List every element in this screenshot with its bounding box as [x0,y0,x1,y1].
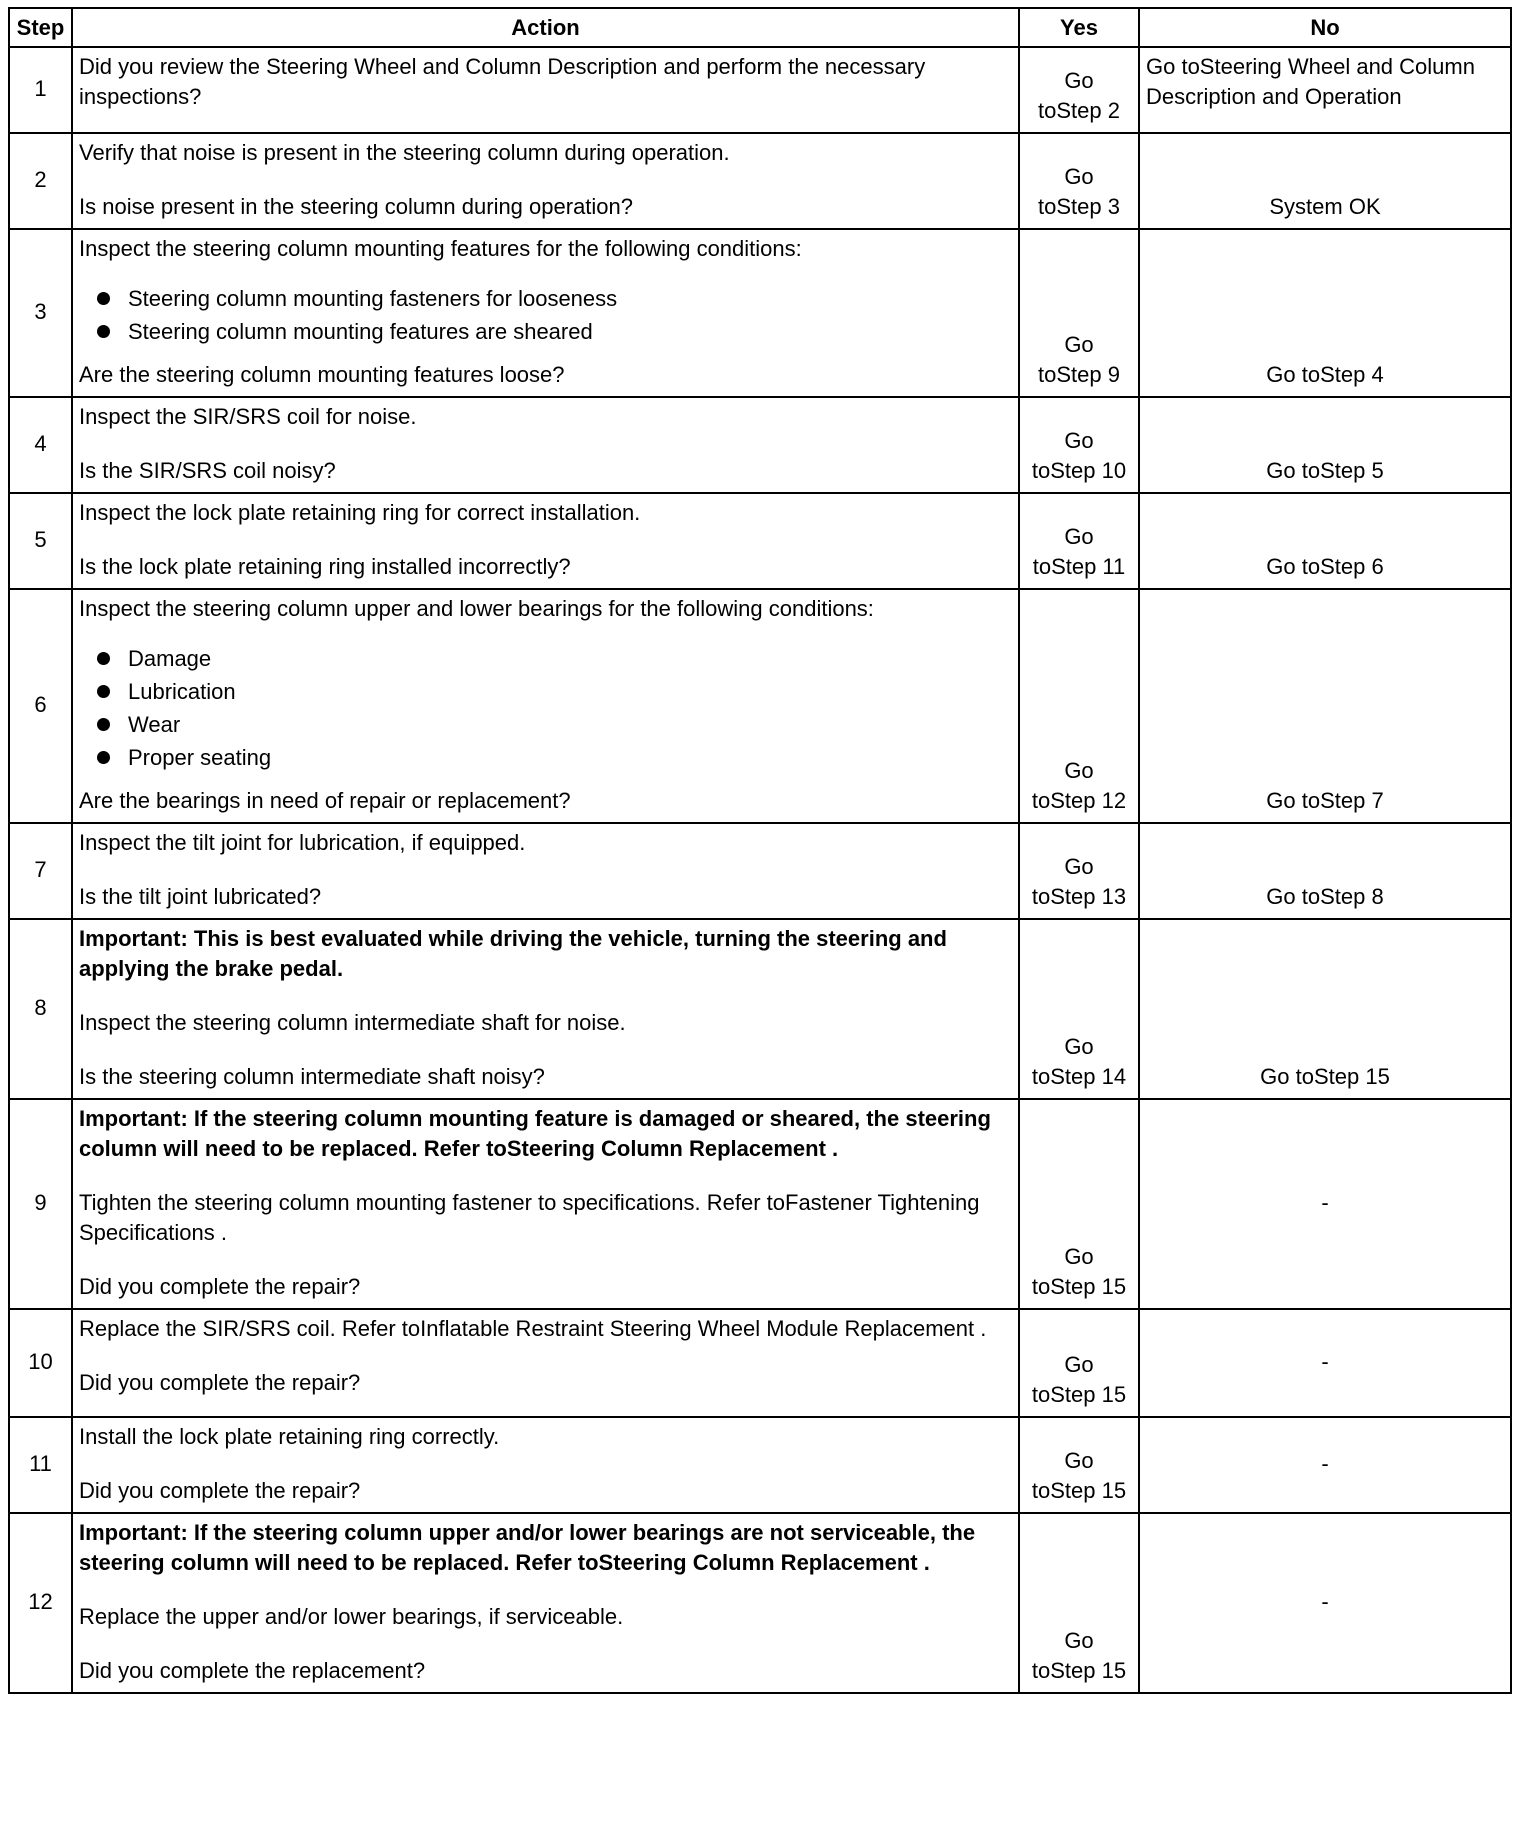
yes-go: Go [1064,1352,1094,1377]
step-number: 6 [9,589,72,823]
step-number: 3 [9,229,72,397]
yes-cell [1019,919,1139,1099]
table-row [9,133,1511,229]
yes-target: toStep 15 [1031,1382,1127,1407]
action-cell [72,493,1019,589]
no-cell: - [1139,1417,1511,1513]
action-text: Verify that noise is present in the steering column during operation. [79,140,730,165]
yes-go: Go [1064,332,1094,357]
bullet-icon [97,292,110,305]
table-row [9,919,1511,1099]
table-row [9,47,1511,133]
list-item: Wear [97,708,1012,741]
header-row [9,8,1511,47]
list-item: Damage [97,642,1012,675]
action-question: Are the steering column mounting features loose? [79,362,565,387]
header-yes: Yes [1019,8,1139,47]
header-step: Step [9,8,72,47]
yes-cell [1019,1513,1139,1693]
no-cell: Go toStep 8 [1139,823,1511,919]
table-row [9,229,1511,397]
table-row [9,1309,1511,1417]
yes-target: toStep 9 [1038,362,1120,387]
yes-cell [1019,493,1139,589]
yes-target: toStep 15 [1031,1274,1127,1299]
action-text: Install the lock plate retaining ring correctly. [79,1424,500,1449]
important-note: Important: This is best evaluated while driving the vehicle, turning the steering and applying the brake pedal. [79,926,947,981]
bullet-icon [97,751,110,764]
yes-cell [1019,133,1139,229]
diagnostic-table [8,7,1512,1694]
action-cell [72,1513,1019,1693]
table-row [9,493,1511,589]
no-cell: Go toStep 15 [1139,919,1511,1099]
action-question: Did you complete the repair? [79,1478,361,1503]
yes-cell [1019,823,1139,919]
step-number: 10 [9,1309,72,1417]
step-number: 1 [9,47,72,133]
yes-cell [1019,1099,1139,1309]
action-text: Inspect the steering column upper and lower bearings for the following conditions: [79,596,874,621]
action-question: Did you complete the replacement? [79,1658,426,1683]
yes-cell [1019,1309,1139,1417]
no-cell: - [1139,1099,1511,1309]
no-cell: System OK [1139,133,1511,229]
table-row [9,823,1511,919]
table-row [9,397,1511,493]
list-item: Steering column mounting fasteners for looseness [97,282,1012,315]
yes-go: Go [1064,428,1094,453]
action-text: Did you review the Steering Wheel and Column Description and perform the necessary inspections? [79,54,926,109]
yes-target: toStep 13 [1031,884,1127,909]
yes-target: toStep 14 [1031,1064,1127,1089]
list-item: Lubrication [97,675,1012,708]
yes-target: toStep 2 [1038,98,1120,123]
action-cell [72,919,1019,1099]
action-text: Inspect the tilt joint for lubrication, if equipped. [79,830,526,855]
header-action: Action [72,8,1019,47]
step-number: 11 [9,1417,72,1513]
step-number: 5 [9,493,72,589]
condition-list [79,282,1012,348]
yes-go: Go [1064,1034,1094,1059]
no-cell: Go toSteering Wheel and Column Description and Operation [1139,47,1511,133]
yes-go: Go [1064,854,1094,879]
no-cell: Go toStep 7 [1139,589,1511,823]
action-question: Is noise present in the steering column during operation? [79,194,634,219]
no-cell: Go toStep 4 [1139,229,1511,397]
action-cell [72,1099,1019,1309]
list-item: Proper seating [97,741,1012,774]
action-question: Is the steering column intermediate shaft noisy? [79,1064,545,1089]
action-question: Is the lock plate retaining ring installed incorrectly? [79,554,571,579]
action-text: Replace the SIR/SRS coil. Refer toInflatable Restraint Steering Wheel Module Replacement . [79,1316,987,1341]
step-number: 2 [9,133,72,229]
bullet-icon [97,325,110,338]
yes-cell [1019,1417,1139,1513]
action-cell [72,1309,1019,1417]
step-number: 7 [9,823,72,919]
yes-target: toStep 15 [1031,1658,1127,1683]
yes-cell [1019,397,1139,493]
bullet-icon [97,652,110,665]
yes-target: toStep 15 [1031,1478,1127,1503]
step-number: 12 [9,1513,72,1693]
yes-target: toStep 10 [1031,458,1127,483]
action-question: Is the SIR/SRS coil noisy? [79,458,336,483]
action-text: Replace the upper and/or lower bearings, if serviceable. [79,1604,624,1629]
important-note: Important: If the steering column mounting feature is damaged or sheared, the steering column will need to be replaced. Refer toSteering Column Replacement . [79,1106,991,1161]
step-number: 8 [9,919,72,1099]
action-text: Tighten the steering column mounting fastener to specifications. Refer toFastener Tightening Specifications . [79,1190,980,1245]
action-question: Is the tilt joint lubricated? [79,884,322,909]
action-cell [72,823,1019,919]
step-number: 9 [9,1099,72,1309]
action-cell [72,397,1019,493]
action-text: Inspect the SIR/SRS coil for noise. [79,404,417,429]
action-cell [72,47,1019,133]
table-row [9,1099,1511,1309]
yes-target: toStep 12 [1031,788,1127,813]
yes-go: Go [1064,1244,1094,1269]
action-cell [72,133,1019,229]
table-row [9,1417,1511,1513]
action-question: Are the bearings in need of repair or replacement? [79,788,571,813]
header-no: No [1139,8,1511,47]
yes-go: Go [1064,524,1094,549]
yes-go: Go [1064,164,1094,189]
yes-go: Go [1064,758,1094,783]
action-cell [72,589,1019,823]
yes-target: toStep 11 [1032,554,1126,579]
no-cell: Go toStep 6 [1139,493,1511,589]
action-question: Did you complete the repair? [79,1274,361,1299]
action-text: Inspect the steering column intermediate shaft for noise. [79,1010,626,1035]
yes-go: Go [1064,1448,1094,1473]
action-cell [72,1417,1019,1513]
action-text: Inspect the steering column mounting features for the following conditions: [79,236,802,261]
no-cell: - [1139,1513,1511,1693]
action-cell [72,229,1019,397]
bullet-icon [97,685,110,698]
bullet-icon [97,718,110,731]
important-note: Important: If the steering column upper and/or lower bearings are not serviceable, the steering column will need to be replaced. Refer toSteering Column Replacement . [79,1520,976,1575]
action-question: Did you complete the repair? [79,1370,361,1395]
no-cell: Go toStep 5 [1139,397,1511,493]
table-row [9,589,1511,823]
yes-go: Go [1064,1628,1094,1653]
condition-list [79,642,1012,774]
yes-target: toStep 3 [1038,194,1120,219]
table-row [9,1513,1511,1693]
yes-cell [1019,229,1139,397]
yes-cell [1019,47,1139,133]
step-number: 4 [9,397,72,493]
action-text: Inspect the lock plate retaining ring for correct installation. [79,500,641,525]
list-item: Steering column mounting features are sheared [97,315,1012,348]
no-cell: - [1139,1309,1511,1417]
yes-cell [1019,589,1139,823]
yes-go: Go [1064,68,1094,93]
